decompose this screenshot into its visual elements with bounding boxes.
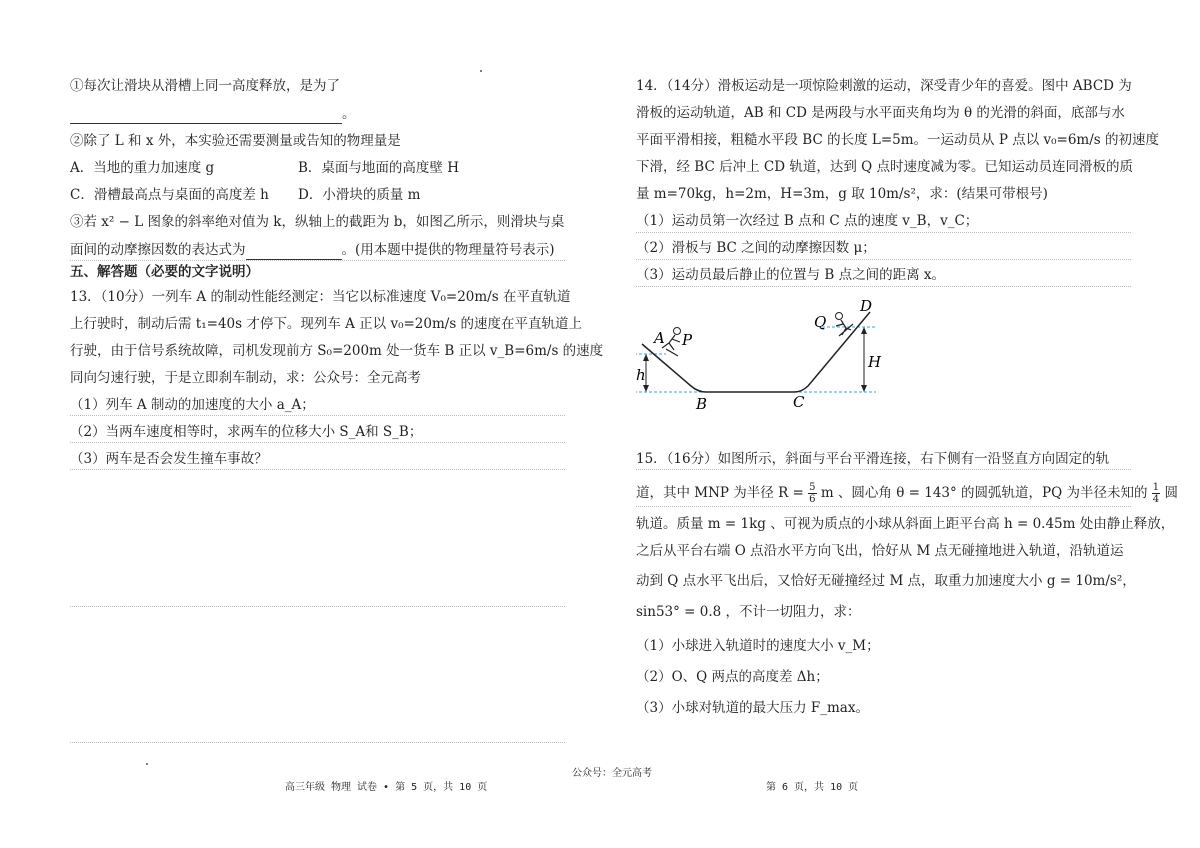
divider — [636, 506, 1131, 507]
q14-line1: 14．（14分）滑板运动是一项惊险刺激的运动，深受青少年的喜爱。图中 ABCD 为 — [636, 78, 1132, 94]
q13-line3: 行驶，由于信号系统故障，司机发现前方 S₀=200m 处一货车 B 正以 v_B=6m/s 的速度 — [70, 343, 604, 359]
option-a: A．当地的重力加速度 g — [70, 160, 215, 176]
scan-dot — [146, 763, 148, 765]
label-c: C — [793, 393, 805, 411]
footer-page-right: 第 6 页，共 10 页 — [766, 782, 859, 793]
q13-line4: 同向匀速行驶，于是立即刹车制动，求：公众号：全元高考 — [70, 370, 421, 386]
ramp-diagram — [636, 292, 896, 417]
q14-line2: 滑板的运动轨道，AB 和 CD 是两段与水平面夹角均为 θ 的光滑的斜面，底部与水 — [636, 105, 1125, 121]
divider — [636, 232, 1131, 233]
divider — [70, 415, 565, 416]
question-12-part3: ③若 x² − L 图象的斜率绝对值为 k，纵轴上的截距为 b，如图乙所示，则滑块与桌 — [70, 214, 565, 230]
answer-blank-1: 。 — [70, 104, 356, 124]
scan-dot — [480, 70, 482, 72]
q14-sub2: （2）滑板与 BC 之间的动摩擦因数 μ； — [636, 240, 876, 256]
footer-page-left: 高三年级 物理 试卷 • 第 5 页，共 10 页 — [285, 782, 488, 793]
divider — [70, 442, 565, 443]
label-p: P — [682, 331, 693, 349]
q15-sub3: （3）小球对轨道的最大压力 F_max。 — [636, 700, 869, 716]
question-12-part2: ②除了 L 和 x 外，本实验还需要测量或告知的物理量是 — [70, 133, 401, 149]
label-d: D — [860, 297, 873, 315]
section-title: 五、解答题（必要的文字说明） — [70, 264, 259, 280]
q15-line5: 动到 Q 点水平飞出后，又恰好无碰撞经过 M 点，取重力加速度大小 g = 10m/s²， — [636, 573, 1136, 589]
divider — [70, 469, 565, 470]
divider — [636, 286, 1131, 287]
divider — [70, 260, 565, 261]
q14-line4: 下滑，经 BC 后冲上 CD 轨道，达到 Q 点时速度减为零。已知运动员连同滑板的质 — [636, 159, 1133, 175]
label-b: B — [696, 395, 708, 413]
q13-line2: 上行驶时，制动后需 t₁=40s 才停下。现列车 A 正以 v₀=20m/s 的速度在平直轨道上 — [70, 316, 583, 332]
label-q: Q — [814, 313, 827, 331]
divider — [636, 469, 1131, 470]
divider — [636, 259, 1131, 260]
q13-sub2: （2）当两车速度相等时，求两车的位移大小 S_A和 S_B； — [70, 424, 423, 440]
q14-sub1: （1）运动员第一次经过 B 点和 C 点的速度 v_B，v_C； — [636, 213, 979, 229]
q15-line2: 道，其中 MNP 为半径 R = $\frac{5}{6}$ m 、圆心角 θ = 143° 的圆弧轨道，PQ 为半径未知的 $\frac{1}{4}$ 圆 — [636, 482, 1178, 505]
q14-line3: 平面平滑相接，粗糙水平段 BC 的长度 L=5m。一运动员从 P 点以 v₀=6m/s 的初速度 — [636, 132, 1160, 148]
q15-line3: 轨道。质量 m = 1kg 、可视为质点的小球从斜面上距平台高 h = 0.45m 处由静止释放， — [636, 516, 1175, 532]
footer-watermark: 公众号：全元高考 — [572, 768, 652, 779]
q14-line5: 量 m=70kg，h=2m，H=3m，g 取 10m/s²，求：(结果可带根号) — [636, 186, 1048, 202]
q13-line1: 13．（10分）一列车 A 的制动性能经测定：当它以标准速度 V₀=20m/s 在平直轨道 — [70, 289, 571, 305]
answer-area-line — [70, 606, 565, 607]
option-b: B．桌面与地面的高度壁 H — [298, 160, 459, 176]
option-d: D．小滑块的质量 m — [298, 187, 421, 203]
question-12-part3-cont: 面间的动摩擦因数的表达式为 。(用本题中提供的物理量符号表示) — [70, 242, 555, 258]
q15-sub2: （2）O、Q 两点的高度差 Δh； — [636, 669, 829, 685]
q15-line4: 之后从平台右端 O 点沿水平方向飞出，恰好从 M 点无碰撞地进入轨道，沿轨道运 — [636, 543, 1124, 559]
question-12-part1: ①每次让滑块从滑槽上同一高度释放，是为了 — [70, 78, 340, 94]
label-a: A — [654, 329, 665, 347]
fraction-five-sixths: $\frac{5}{6}$ — [809, 482, 816, 505]
option-c: C．滑槽最高点与桌面的高度差 h — [70, 187, 269, 203]
fraction-one-quarter: $\frac{1}{4}$ — [1152, 482, 1160, 505]
q13-sub1: （1）列车 A 制动的加速度的大小 a_A； — [70, 397, 315, 413]
label-h: h — [636, 366, 646, 384]
label-big-h: H — [868, 353, 882, 371]
answer-area-line — [70, 742, 565, 743]
q15-sub1: （1）小球进入轨道时的速度大小 v_M； — [636, 638, 880, 654]
q14-sub3: （3）运动员最后静止的位置与 B 点之间的距离 x。 — [636, 267, 945, 283]
q13-sub3: （3）两车是否会发生撞车事故？ — [70, 451, 268, 467]
q15-line1: 15．（16分）如图所示，斜面与平台平滑连接，右下侧有一沿竖直方向固定的轨 — [636, 451, 1110, 467]
q15-line6: sin53° = 0.8 ，不计一切阻力，求： — [636, 604, 861, 620]
